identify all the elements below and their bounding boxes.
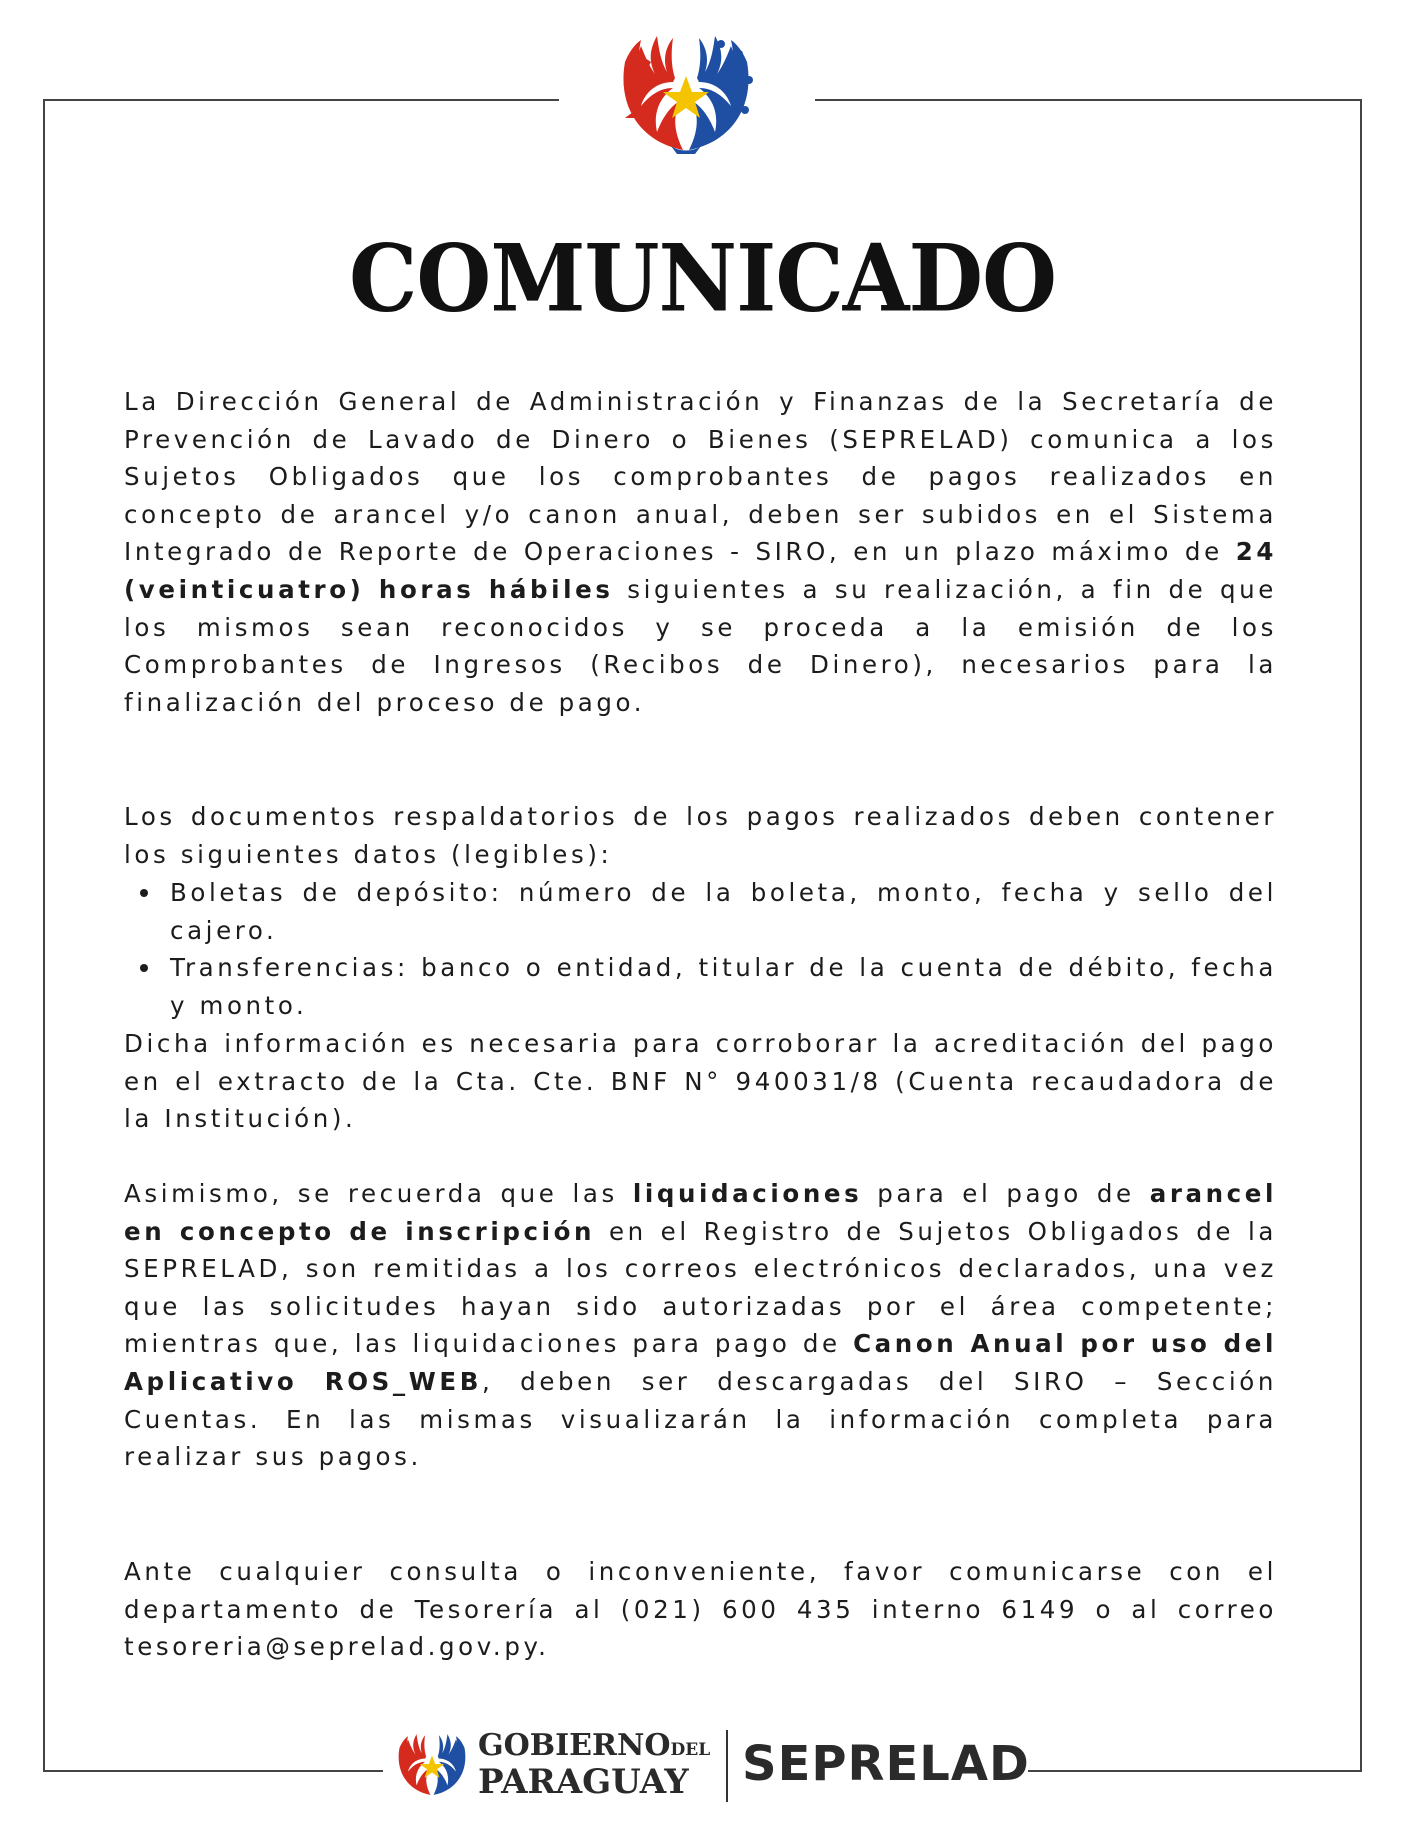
list-item <box>124 949 1277 1024</box>
gobierno-logo-text <box>478 1728 710 1763</box>
frame-bottom-left <box>43 1770 383 1772</box>
seprelad-logo-text: SEPRELAD <box>742 1736 1030 1792</box>
paragraph-text: en el Registro de Sujetos Obligados de la SEPRELAD, son remitidas a los correos electrónicos declarados, una vez que las solicitudes hayan sido autorizadas por el área competente; mientras que, las liquidaciones para pago de <box>124 1216 1277 1359</box>
frame-bottom-right <box>1022 1770 1362 1772</box>
paragraph-emphasis: 24 (veinticuatro) horas hábiles <box>124 537 1277 604</box>
list-item <box>124 874 1277 949</box>
paragraph-emphasis: arancel en concepto de inscripción <box>124 1179 1278 1246</box>
paragraph-documents-note: Dicha información es necesaria para corroborar la acreditación del pago en el extracto de la Cta. Cte. BNF N° 940031/8 (Cuenta recaudadora de la Institución). <box>124 1029 1277 1134</box>
paraguay-coat-of-arms-icon <box>611 22 761 162</box>
frame-right <box>1360 99 1362 1772</box>
paraguay-coat-of-arms-icon <box>392 1725 472 1803</box>
paragraph-emphasis: Canon Anual por uso del Aplicativo ROS_WEB <box>124 1329 1277 1396</box>
list-item-text: Boletas de depósito: número de la boleta, monto, fecha y sello del cajero. <box>170 878 1277 945</box>
del-word: DEL <box>670 1740 711 1760</box>
gobierno-word: GOBIERNO <box>478 1728 671 1763</box>
required-data-list <box>124 874 1277 1024</box>
paraguay-logo-text: PARAGUAY <box>478 1762 689 1802</box>
frame-top-left <box>43 99 559 101</box>
paragraph-payment-proof <box>124 383 1277 721</box>
paragraph-emphasis: liquidaciones <box>632 1179 863 1208</box>
logo-divider <box>726 1730 728 1802</box>
footer-logos <box>388 1722 1028 1812</box>
frame-top-right <box>815 99 1362 101</box>
paragraph-documents-intro: Los documentos respaldatorios de los pagos realizados deben contener los siguientes datos (legibles): <box>124 802 1277 869</box>
paragraph-text: siguientes a su realización, a fin de que los mismos sean reconocidos y se proceda a la emisión de los Comprobantes de Ingresos (Recibos de Dinero), necesarios para la finalización del proceso de pago. <box>124 574 1277 717</box>
bullet-icon <box>140 964 148 972</box>
paragraph-text: La Dirección General de Administración y Finanzas de la Secretaría de Prevención de Lavado de Dinero o Bienes (SEPRELAD) comunica a los Sujetos Obligados que los comprobantes de pagos realizados en concepto de arancel y/o canon anual, deben ser subidos en el Sistema Integrado de Reporte de Operaciones - SIRO, en un plazo máximo de <box>124 387 1277 567</box>
paragraph-contact: Ante cualquier consulta o inconveniente, favor comunicarse con el departamento de Tesorería al (021) 600 435 interno 6149 o al correo tesoreria@seprelad.gov.py. <box>124 1557 1277 1662</box>
page-title: COMUNICADO <box>348 223 1057 334</box>
bullet-icon <box>140 889 148 897</box>
list-item-text: Transferencias: banco o entidad, titular de la cuenta de débito, fecha y monto. <box>170 953 1277 1020</box>
paragraph-liquidaciones <box>124 1175 1277 1476</box>
paragraph-text: , deben ser descargadas del SIRO – Sección Cuentas. En las mismas visualizarán la información completa para realizar sus pagos. <box>124 1366 1277 1472</box>
paragraph-text: para el pago de <box>862 1179 1150 1208</box>
frame-left <box>43 99 45 1772</box>
paragraph-text: Asimismo, se recuerda que las <box>124 1179 633 1208</box>
